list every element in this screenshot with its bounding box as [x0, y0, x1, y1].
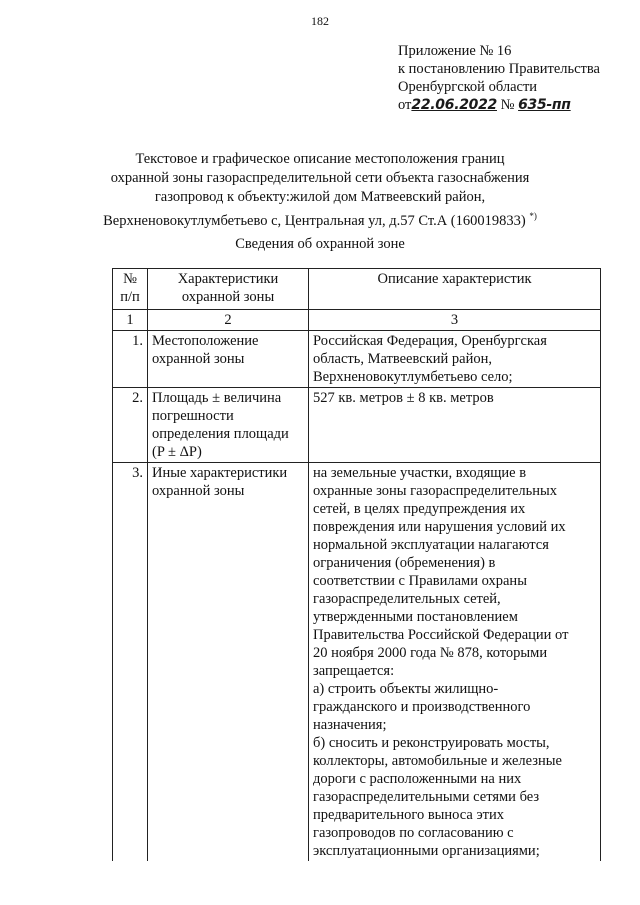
cell-line: Площадь ± величина	[152, 390, 282, 406]
row-description	[309, 463, 601, 862]
cell-line: область, Матвеевский район,	[313, 351, 492, 367]
cell-line: охранной зоны	[152, 483, 245, 499]
cell-line: б) сносить и реконструировать мосты,	[313, 735, 550, 751]
header-num-line: п/п	[120, 289, 140, 305]
cell-line: запрещается:	[313, 663, 395, 679]
column-number: 3	[309, 310, 601, 331]
cell-line: охранные зоны газораспределительных	[313, 483, 558, 499]
appendix-line-1: Приложение № 16	[398, 43, 512, 59]
column-number: 2	[148, 310, 309, 331]
cell-line: Правительства Российской Федерации от	[313, 627, 569, 643]
handwritten-number: 635-пп	[518, 97, 571, 113]
cell-line: а) строить объекты жилищно-	[313, 681, 499, 697]
cell-line: газопроводов по согласованию с	[313, 825, 514, 841]
cell-line: определения площади	[152, 426, 289, 442]
row-description	[309, 331, 601, 388]
protection-zone-table	[112, 268, 601, 861]
cell-line: утвержденными постановлением	[313, 609, 518, 625]
row-characteristic	[148, 463, 309, 862]
cell-line: погрешности	[152, 408, 234, 424]
row-number: 1.	[113, 331, 148, 388]
cell-line: 20 ноября 2000 года № 878, которыми	[313, 645, 548, 661]
header-description: Описание характеристик	[309, 269, 601, 310]
page-number: 182	[311, 14, 329, 28]
table-row	[113, 388, 601, 463]
cell-line: Местоположение	[152, 333, 259, 349]
appendix-block	[398, 42, 600, 114]
section-subtitle: Сведения об охранной зоне	[235, 236, 405, 252]
cell-line: дороги с расположенными на них	[313, 771, 522, 787]
column-number-row	[113, 310, 601, 331]
appendix-line-2: к постановлению Правительства	[398, 61, 600, 77]
header-char-line: Характеристики	[177, 271, 279, 287]
column-number: 1	[113, 310, 148, 331]
cell-line: нормальной эксплуатации налагаются	[313, 537, 549, 553]
cell-line: (P ± ΔP)	[152, 444, 202, 460]
row-number: 3.	[113, 463, 148, 862]
cell-line: повреждения или нарушения условий их	[313, 519, 566, 535]
cell-line: предварительного выноса этих	[313, 807, 505, 823]
cell-line: гражданского и производственного	[313, 699, 531, 715]
table-row	[113, 463, 601, 862]
title-line-1: Текстовое и графическое описание местоположения границ	[135, 151, 505, 167]
cell-line: сетей, в целях предупреждения их	[313, 501, 526, 517]
cell-line: соответствии с Правилами охраны	[313, 573, 527, 589]
header-num-line: №	[123, 271, 137, 287]
header-num	[113, 269, 148, 310]
row-description	[309, 388, 601, 463]
cell-line: Российская Федерация, Оренбургская	[313, 333, 547, 349]
appendix-line-3: Оренбургской области	[398, 79, 538, 95]
header-char-line: охранной зоны	[181, 289, 275, 305]
cell-line: охранной зоны	[152, 351, 245, 367]
cell-line: Иные характеристики	[152, 465, 288, 481]
cell-line: ограничения (обременения) в	[313, 555, 496, 571]
cell-line: Верхненовокутлумбетьево село;	[313, 369, 513, 385]
cell-line: эксплуатационными организациями;	[313, 843, 540, 859]
cell-line: назначения;	[313, 717, 387, 733]
title-line-3: газопровод к объекту:жилой дом Матвеевский район,	[154, 189, 486, 205]
cell-line: на земельные участки, входящие в	[313, 465, 527, 481]
appendix-date-line	[398, 96, 600, 114]
cell-line: газораспределительными сетями без	[313, 789, 540, 805]
header-characteristic	[148, 269, 309, 310]
row-number: 2.	[113, 388, 148, 463]
title-line-2: охранной зоны газораспределительной сети объекта газоснабжения	[110, 170, 530, 186]
table-header-row	[113, 269, 601, 310]
row-characteristic	[148, 388, 309, 463]
footnote-mark: *)	[529, 211, 537, 221]
cell-line: 527 кв. метров ± 8 кв. метров	[313, 390, 494, 406]
title-line-4	[0, 207, 640, 231]
table-row	[113, 331, 601, 388]
row-characteristic	[148, 331, 309, 388]
date-prefix: от	[398, 97, 412, 113]
document-title	[0, 150, 640, 231]
cell-line: газораспределительных сетей,	[313, 591, 501, 607]
cell-line: коллекторы, автомобильные и железные	[313, 753, 562, 769]
number-sign: №	[500, 97, 515, 113]
handwritten-date: 22.06.2022	[411, 97, 497, 113]
title-line-4-text: Верхненовокутлумбетьево с, Центральная ул, д.57 Ст.А (160019833)	[103, 213, 526, 229]
